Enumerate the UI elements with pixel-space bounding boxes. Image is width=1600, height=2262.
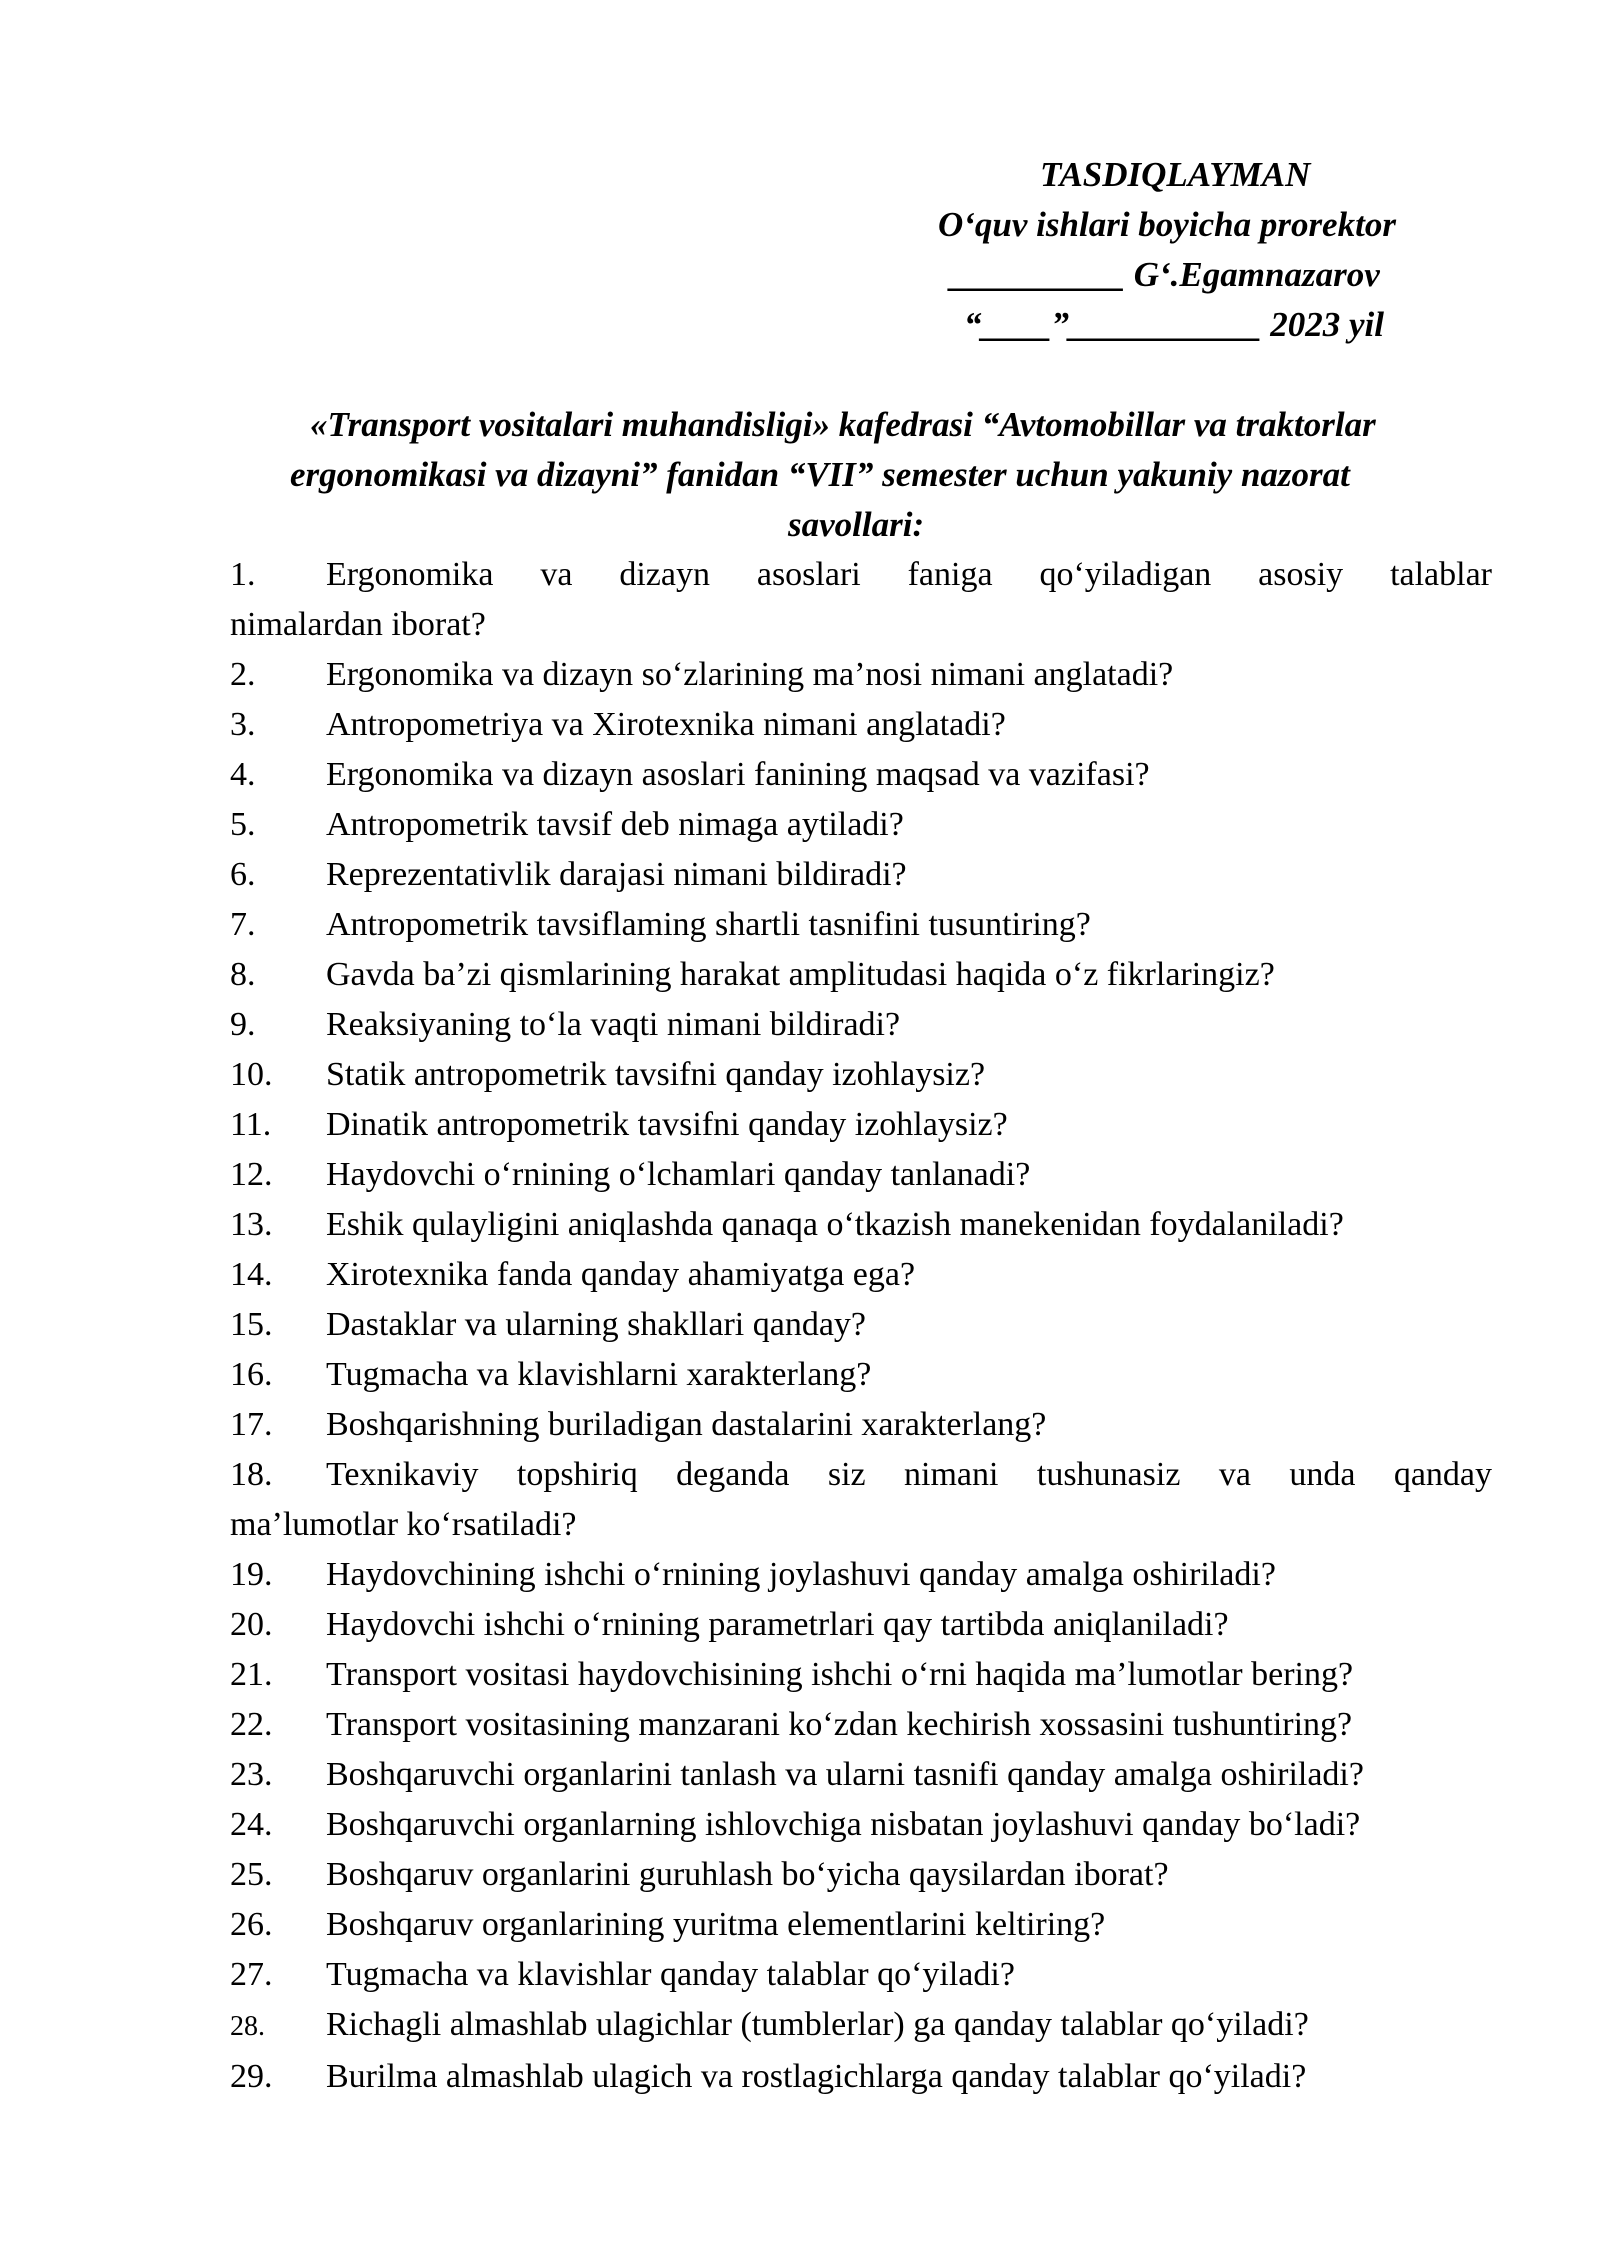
question-item [230,1150,1492,1200]
question-first-line [230,1150,1492,1200]
question-item [230,1700,1492,1750]
question-item [230,1350,1492,1400]
question-text: Reprezentativlik darajasi nimani bildiradi? [326,856,907,893]
question-item [230,1400,1492,1450]
question-text-continuation: nimalardan iborat? [230,606,486,643]
approval-signature: __________ G‘.Egamnazarov [950,255,1380,294]
question-number: 2. [230,656,256,693]
question-number: 17. [230,1406,273,1443]
question-item [230,850,1492,900]
question-first-line [230,950,1492,1000]
question-first-line [230,1550,1492,1600]
approval-position: O‘quv ishlari boyicha prorektor [938,205,1396,244]
question-number: 21. [230,1656,273,1693]
approval-date: “____”___________ 2023 yil [964,305,1384,344]
question-first-line [230,1400,1492,1450]
question-item [230,2052,1492,2102]
question-text: Dastaklar va ularning shakllari qanday? [326,1306,867,1343]
question-first-line [230,1200,1492,1250]
question-first-line [230,850,1492,900]
question-item [230,550,1492,650]
document-heading [230,400,1490,550]
question-first-line [230,1700,1492,1750]
question-number: 29. [230,2058,273,2095]
question-item [230,1200,1492,1250]
question-item [230,900,1492,950]
question-first-line [230,800,1492,850]
question-item [230,1050,1492,1100]
question-first-line [230,1750,1492,1800]
question-first-line [230,2052,1492,2102]
question-item [230,1800,1492,1850]
question-text: Haydovchining ishchi o‘rnining joylashuvi qanday amalga oshiriladi? [326,1556,1276,1593]
question-item [230,1650,1492,1700]
question-text: Xirotexnika fanda qanday ahamiyatga ega? [326,1256,916,1293]
question-text: Tugmacha va klavishlar qanday talablar qo‘yiladi? [326,1956,1015,1993]
question-text: Texnikaviy topshiriq deganda siz nimani tushunasiz va unda qanday [326,1456,1492,1493]
question-item [230,1300,1492,1350]
question-number: 13. [230,1206,273,1243]
question-text: Ergonomika va dizayn so‘zlarining ma’nosi nimani anglatadi? [326,656,1174,693]
question-first-line [230,700,1492,750]
question-number: 9. [230,1006,256,1043]
question-text: Statik antropometrik tavsifni qanday izohlaysiz? [326,1056,986,1093]
question-text-continuation: ma’lumotlar ko‘rsatiladi? [230,1506,577,1543]
question-text: Richagli almashlab ulagichlar (tumblerlar) ga qanday talablar qo‘yiladi? [326,2006,1309,2043]
heading-line-3: savollari: [788,505,925,544]
question-number: 1. [230,556,256,593]
question-first-line [230,550,1492,600]
question-text: Ergonomika va dizayn asoslari fanining maqsad va vazifasi? [326,756,1150,793]
question-number: 15. [230,1306,273,1343]
question-number: 19. [230,1556,273,1593]
approval-title: TASDIQLAYMAN [1040,155,1311,194]
question-number: 27. [230,1956,273,1993]
question-first-line [230,900,1492,950]
question-item [230,1900,1492,1950]
question-first-line [230,1000,1492,1050]
question-text: Reaksiyaning to‘la vaqti nimani bildiradi? [326,1006,901,1043]
question-item [230,1950,1492,2000]
question-text: Boshqaruvchi organlarning ishlovchiga nisbatan joylashuvi qanday bo‘ladi? [326,1806,1361,1843]
question-number: 24. [230,1806,273,1843]
question-number: 22. [230,1706,273,1743]
question-item [230,750,1492,800]
question-first-line [230,1650,1492,1700]
question-text: Haydovchi ishchi o‘rnining parametrlari qay tartibda aniqlaniladi? [326,1606,1229,1643]
question-number: 26. [230,1906,273,1943]
question-number: 6. [230,856,256,893]
question-item [230,1550,1492,1600]
question-text: Boshqaruv organlarini guruhlash bo‘yicha qaysilardan iborat? [326,1856,1169,1893]
question-first-line [230,1850,1492,1900]
question-item [230,1100,1492,1150]
question-text: Burilma almashlab ulagich va rostlagichlarga qanday talablar qo‘yiladi? [326,2058,1307,2095]
question-item [230,650,1492,700]
question-item [230,700,1492,750]
question-number: 23. [230,1756,273,1793]
question-first-line [230,750,1492,800]
question-number: 3. [230,706,256,743]
question-number: 5. [230,806,256,843]
question-item [230,1850,1492,1900]
question-number: 18. [230,1456,273,1493]
question-text: Antropometriya va Xirotexnika nimani anglatadi? [326,706,1006,743]
question-number: 25. [230,1856,273,1893]
question-item [230,1750,1492,1800]
question-text: Antropometrik tavsif deb nimaga aytiladi? [326,806,904,843]
question-text: Dinatik antropometrik tavsifni qanday izohlaysiz? [326,1106,1008,1143]
question-text: Boshqarishning buriladigan dastalarini xarakterlang? [326,1406,1047,1443]
question-first-line [230,1350,1492,1400]
approval-block [900,150,1480,350]
question-item [230,1450,1492,1550]
question-text: Eshik qulayligini aniqlashda qanaqa o‘tkazish manekenidan foydalaniladi? [326,1206,1344,1243]
question-item [230,1000,1492,1050]
question-number: 28. [230,2011,265,2042]
question-number: 10. [230,1056,273,1093]
question-text: Haydovchi o‘rnining o‘lchamlari qanday tanlanadi? [326,1156,1031,1193]
question-first-line [230,1250,1492,1300]
question-list [230,550,1492,2102]
question-item [230,950,1492,1000]
question-text: Gavda ba’zi qismlarining harakat amplitudasi haqida o‘z fikrlaringiz? [326,956,1275,993]
question-first-line [230,1300,1492,1350]
question-text: Antropometrik tavsiflaming shartli tasnifini tusuntiring? [326,906,1091,943]
question-number: 12. [230,1156,273,1193]
question-number: 14. [230,1256,273,1293]
question-number: 4. [230,756,256,793]
question-first-line [230,1450,1492,1500]
question-item [230,2000,1492,2052]
question-first-line [230,1900,1492,1950]
question-first-line [230,1600,1492,1650]
question-number: 8. [230,956,256,993]
question-item [230,1250,1492,1300]
question-first-line [230,2000,1492,2052]
question-text: Transport vositasi haydovchisining ishchi o‘rni haqida ma’lumotlar bering? [326,1656,1354,1693]
question-text: Boshqaruv organlarining yuritma elementlarini keltiring? [326,1906,1106,1943]
question-first-line [230,1100,1492,1150]
question-item [230,800,1492,850]
question-text: Transport vositasining manzarani ko‘zdan kechirish xossasini tushuntiring? [326,1706,1353,1743]
heading-line-1: «Transport vositalari muhandisligi» kafedrasi “Avtomobillar va traktorlar [310,405,1376,444]
heading-line-2: ergonomikasi va dizayni” fanidan “VII” semester uchun yakuniy nazorat [290,455,1350,494]
question-text: Ergonomika va dizayn asoslari faniga qo‘yiladigan asosiy talablar [326,556,1492,593]
question-text: Boshqaruvchi organlarini tanlash va ularni tasnifi qanday amalga oshiriladi? [326,1756,1364,1793]
question-text: Tugmacha va klavishlarni xarakterlang? [326,1356,872,1393]
question-number: 20. [230,1606,273,1643]
question-first-line [230,1800,1492,1850]
question-item [230,1600,1492,1650]
question-number: 7. [230,906,256,943]
question-first-line [230,1950,1492,2000]
question-number: 16. [230,1356,273,1393]
question-number: 11. [230,1106,272,1143]
question-first-line [230,1050,1492,1100]
question-first-line [230,650,1492,700]
